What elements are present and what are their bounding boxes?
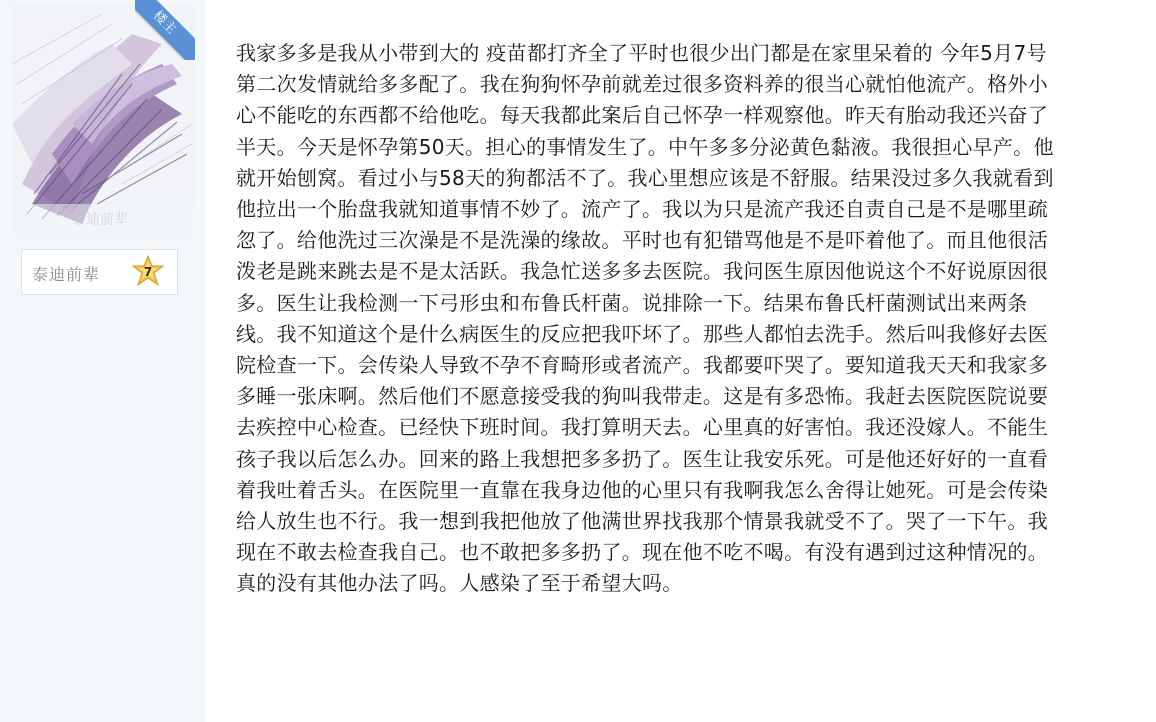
post-line: 忽了。给他洗过三次澡是不是洗澡的缘故。平时也有犯错骂他是不是吓着他了。而且他很活: [236, 228, 1048, 253]
post-line: 线。我不知道这个是什么病医生的反应把我吓坏了。那些人都怕去洗手。然后叫我修好去医: [236, 321, 1048, 346]
post-body: [236, 38, 1140, 600]
post-line: 给人放生也不行。我一想到我把他放了他满世界找我那个情景我就受不了。哭了一下午。我: [236, 509, 1048, 534]
post-line: 心不能吃的东西都不给他吃。每天我都此案后自己怀孕一样观察他。昨天有胎动我还兴奋了: [236, 103, 1048, 128]
post-content: [236, 38, 1140, 722]
post-line: 半天。今天是怀孕第50天。担心的事情发生了。中午多多分泌黄色黏液。我很担心早产。他: [236, 134, 1054, 159]
author-name[interactable]: 泰迪前辈: [32, 265, 101, 284]
post-line: 真的没有其他办法了吗。人感染了至于希望大吗。: [236, 571, 683, 596]
post-line: 多。医生让我检测一下弓形虫和布鲁氏杆菌。说排除一下。结果布鲁氏杆菌测试出来两条: [236, 290, 1028, 315]
floor-owner-badge: [135, 0, 195, 60]
post-line: 去疾控中心检查。已经快下班时间。我打算明天去。心里真的好害怕。我还没嫁人。不能生: [236, 415, 1048, 440]
post-line: 我家多多是我从小带到大的 疫苗都打齐全了平时也很少出门都是在家里呆着的 今年5月7号: [236, 41, 1047, 65]
post-line: 就开始刨窝。看过小与58天的狗都活不了。我心里想应该是不舒服。结果没过多久我就看到: [236, 165, 1054, 190]
post-line: 孩子我以后怎么办。回来的路上我想把多多扔了。医生让我安乐死。可是他还好好的一直看: [236, 446, 1048, 471]
level-star-icon: [130, 254, 166, 290]
post-line: 院检查一下。会传染人导致不孕不育畸形或者流产。我都要吓哭了。要知道我天天和我家多: [236, 353, 1048, 378]
post-line: 第二次发情就给多多配了。我在狗狗怀孕前就差过很多资料养的很当心就怕他流产。格外小: [236, 72, 1048, 97]
post-line: 现在不敢去检查我自己。也不敢把多多扔了。现在他不吃不喝。有没有遇到过这种情况的。: [236, 540, 1048, 565]
svg-text:泰迪前辈: 泰迪前辈: [72, 212, 128, 228]
post-line: 着我吐着舌头。在医院里一直靠在我身边他的心里只有我啊我怎么舍得让她死。可是会传染: [236, 477, 1048, 502]
author-card[interactable]: [21, 249, 178, 295]
level-number: 7: [143, 265, 153, 279]
floor-owner-label: 楼主: [135, 0, 195, 60]
post-line: 泼老是跳来跳去是不是太活跃。我急忙送多多去医院。我问医生原因他说这个不好说原因很: [236, 259, 1048, 284]
author-sidebar: [0, 0, 205, 722]
post-line: 他拉出一个胎盘我就知道事情不妙了。流产了。我以为只是流产我还自责自己是不是哪里疏: [236, 197, 1048, 222]
post-line: 多睡一张床啊。然后他们不愿意接受我的狗叫我带走。这是有多恐怖。我赶去医院医院说要: [236, 384, 1048, 409]
